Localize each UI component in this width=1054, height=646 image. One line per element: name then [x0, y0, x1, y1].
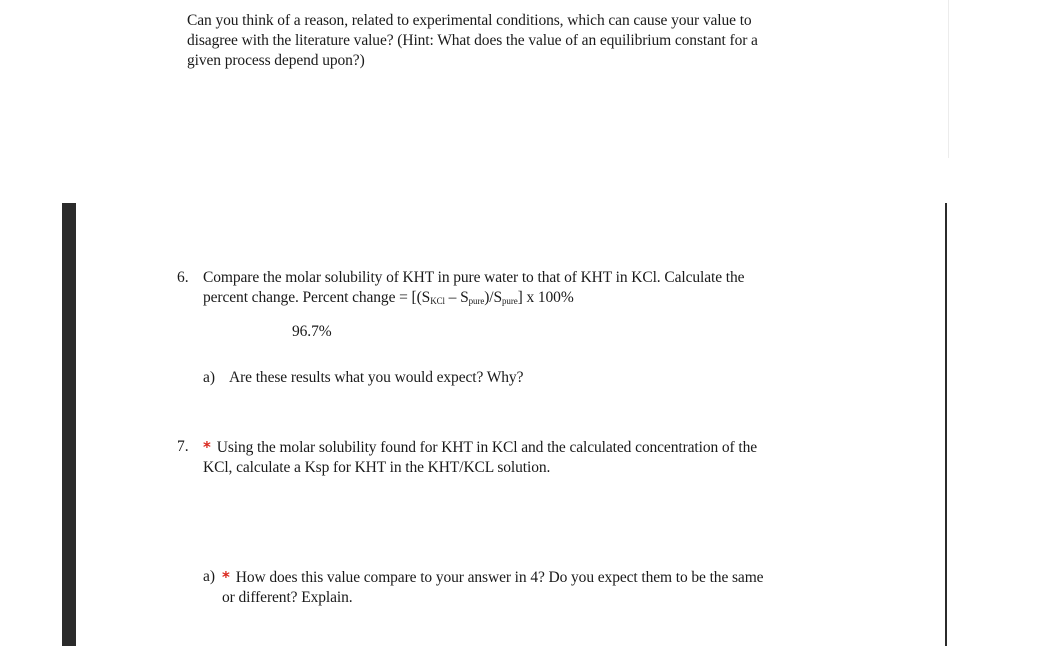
question-7a-line-1 — [222, 567, 902, 588]
question-7-line-2: KCl, calculate a Ksp for KHT in the KHT/KCL solution. — [203, 459, 551, 476]
formula-mid: )/S — [484, 289, 503, 306]
intro-line-3: given process depend upon?) — [187, 52, 365, 69]
intro-line-1: Can you think of a reason, related to experimental conditions, which can cause your value to — [187, 12, 752, 29]
question-7-line-1 — [203, 437, 903, 458]
question-7-text — [203, 437, 903, 478]
question-7-line-1-text: Using the molar solubility found for KHT in KCl and the calculated concentration of the — [216, 439, 758, 456]
page-right-border — [945, 203, 947, 646]
asterisk-icon: * — [203, 438, 211, 456]
asterisk-icon: * — [222, 568, 230, 586]
formula-suffix: ] x 100% — [517, 289, 574, 306]
intro-question — [187, 11, 867, 71]
question-7a-line-2: or different? Explain. — [222, 589, 353, 606]
question-6a-text: Are these results what you would expect? Why? — [229, 369, 524, 386]
formula-sub-pure-2: pure — [502, 296, 518, 306]
question-6-text — [203, 268, 903, 311]
question-6-line-2 — [203, 288, 903, 311]
question-6a-label: a) — [203, 369, 216, 386]
formula-sub-kcl: KCl — [430, 296, 445, 306]
question-7a-text — [222, 567, 902, 608]
question-6-line-1: Compare the molar solubility of KHT in pure water to that of KHT in KCl. Calculate the — [203, 269, 745, 286]
formula-prefix: percent change. Percent change = [(S — [203, 289, 431, 306]
intro-line-2: disagree with the literature value? (Hint: What does the value of an equilibrium constant for a — [187, 32, 758, 49]
question-7-number: 7. — [177, 438, 189, 455]
question-7a-label: a) — [203, 568, 216, 585]
formula-sub-pure-1: pure — [468, 296, 485, 306]
page-left-border — [62, 203, 76, 646]
question-6-number: 6. — [177, 269, 189, 286]
question-7a-line-1-text: How does this value compare to your answer in 4? Do you expect them to be the same — [235, 569, 764, 586]
question-6-answer: 96.7% — [292, 323, 332, 340]
formula-minus: – S — [444, 289, 469, 306]
